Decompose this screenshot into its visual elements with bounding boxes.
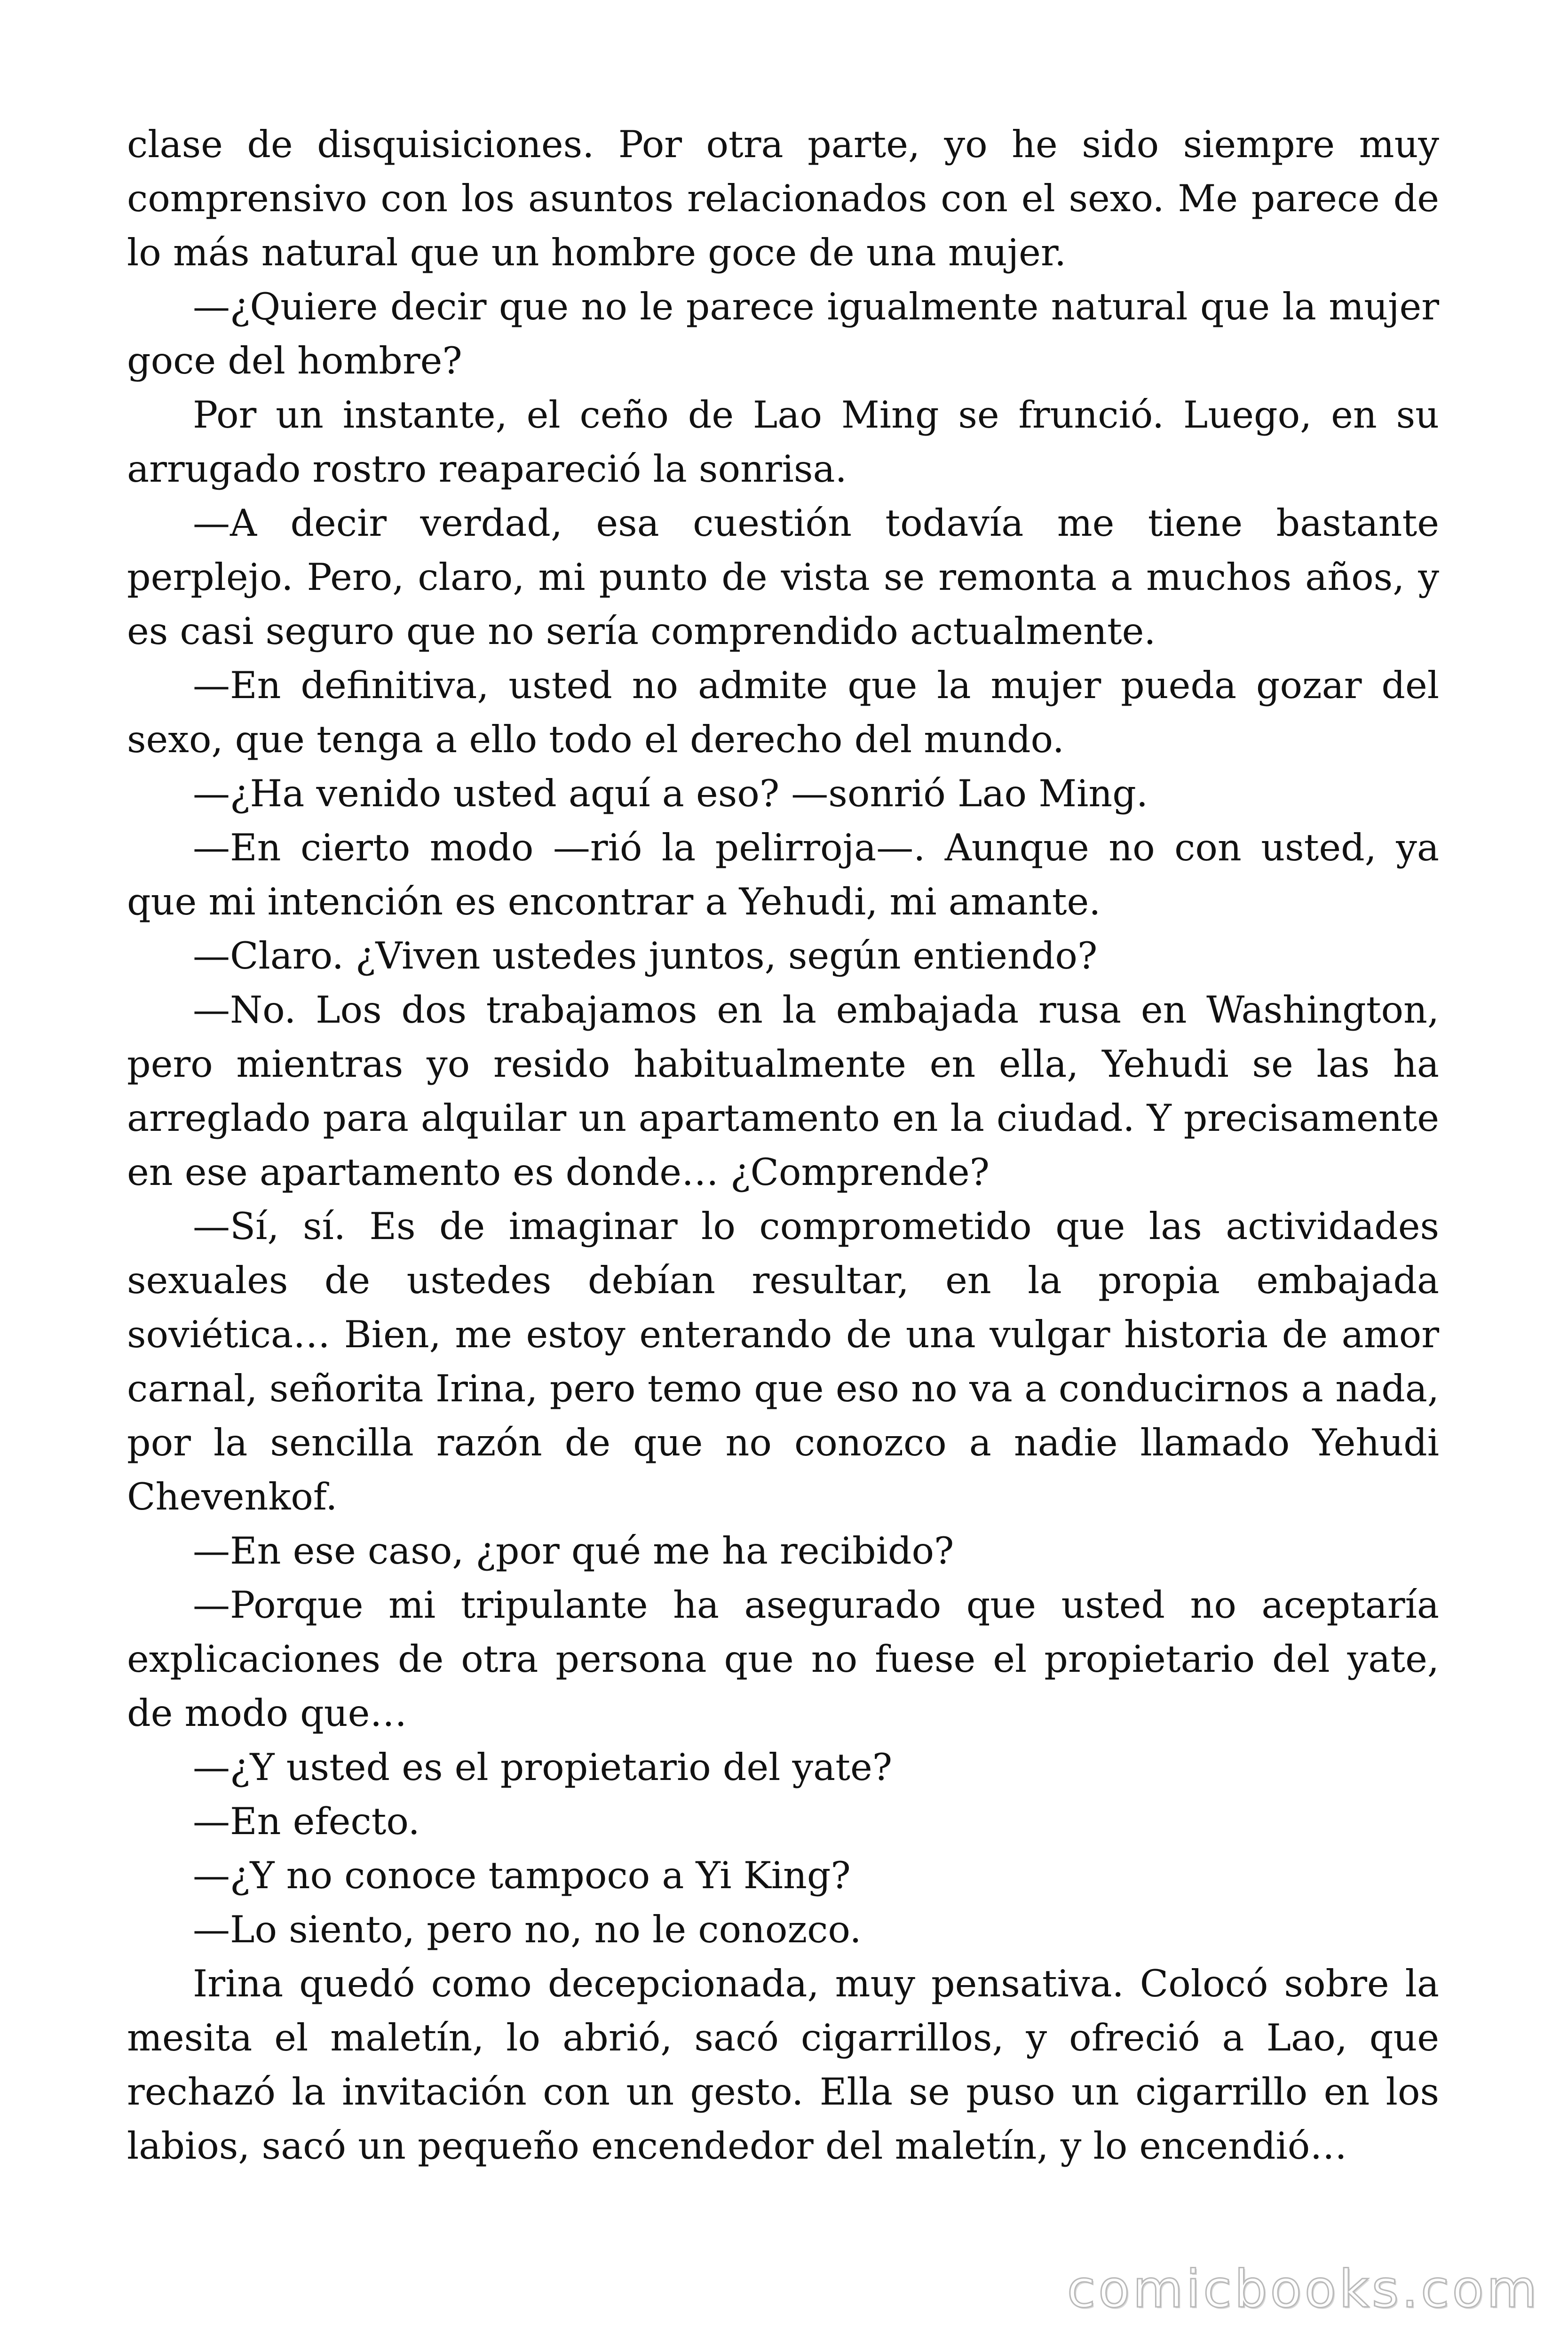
paragraph: —Porque mi tripulante ha asegurado que usted no aceptaría explicaciones de otra persona que no fuese el propietario del yate, de modo que…: [127, 1583, 1439, 1735]
paragraph: —En definitiva, usted no admite que la mujer pueda gozar del sexo, que tenga a ello todo el derecho del mundo.: [127, 664, 1439, 761]
paragraph: —A decir verdad, esa cuestión todavía me tiene bastante perplejo. Pero, claro, mi punto de vista se remonta a muchos años, y es casi seguro que no sería comprendido actualmente.: [127, 501, 1439, 653]
paragraph: —¿Y usted es el propietario del yate?: [193, 1746, 893, 1789]
paragraph: Por un instante, el ceño de Lao Ming se frunció. Luego, en su arrugado rostro reapareció la sonrisa.: [127, 393, 1439, 491]
paragraph: —¿Y no conoce tampoco a Yi King?: [193, 1854, 851, 1897]
paragraph: —Sí, sí. Es de imaginar lo comprometido que las actividades sexuales de ustedes debían resultar, en la propia embajada soviética… Bien, me estoy enterando de una vulgar historia de amor carnal, señorita Irina, pero temo que eso no va a conducirnos a nada, por la sencilla razón de que no conozco a nadie llamado Yehudi Chevenkof.: [127, 1205, 1439, 1518]
paragraph: —Lo siento, pero no, no le conozco.: [193, 1908, 862, 1951]
paragraph: —En efecto.: [193, 1800, 420, 1843]
paragraph: clase de disquisiciones. Por otra parte, yo he sido siempre muy comprensivo con los asuntos relacionados con el sexo. Me parece de lo más natural que un hombre goce de una mujer.: [127, 123, 1439, 274]
paragraph: Irina quedó como decepcionada, muy pensativa. Colocó sobre la mesita el maletín, lo abrió, sacó cigarrillos, y ofreció a Lao, que rechazó la invitación con un gesto. Ella se puso un cigarrillo en los labios, sacó un pequeño encendedor del maletín, y lo encendió…: [127, 1962, 1439, 2168]
paragraph: —Claro. ¿Viven ustedes juntos, según entiendo?: [193, 934, 1098, 977]
paragraph: —En cierto modo —rió la pelirroja—. Aunque no con usted, ya que mi intención es encontrar a Yehudi, mi amante.: [127, 826, 1439, 923]
paragraph: —¿Ha venido usted aquí a eso? —sonrió Lao Ming.: [193, 772, 1148, 815]
paragraph: —En ese caso, ¿por qué me ha recibido?: [193, 1529, 954, 1573]
paragraph: —No. Los dos trabajamos en la embajada rusa en Washington, pero mientras yo resido habitualmente en ella, Yehudi se las ha arreglado para alquilar un apartamento en la ciudad. Y precisamente en ese apartamento es donde… ¿Comprende?: [127, 988, 1439, 1194]
page-body: [127, 118, 1439, 2173]
watermark: comicbooks.com: [1067, 2259, 1540, 2319]
paragraph: —¿Quiere decir que no le parece igualmente natural que la mujer goce del hombre?: [127, 285, 1439, 382]
